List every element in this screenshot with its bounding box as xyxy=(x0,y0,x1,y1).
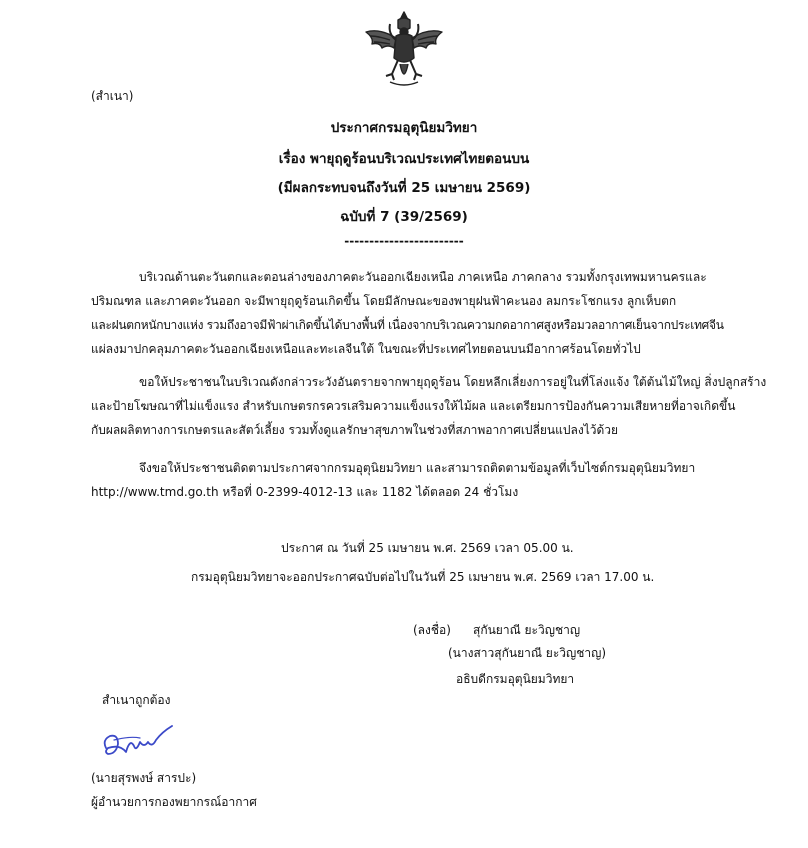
paragraph-line: และป้ายโฆษณาที่ไม่แข็งแรง สำหรับเกษตรกรควรเสริมความแข็งแรงให้ไม้ผล และเตรียมการป้องกันความเสียหายที่อาจเกิดขึ้น xyxy=(91,399,736,413)
signatory-full-name: (นางสาวสุกันยาณี ยะวิญชาญ) xyxy=(448,646,607,660)
paragraph-line: แผ่ลงมาปกคลุมภาคตะวันออกเฉียงเหนือและทะเลจีนใต้ ในขณะที่ประเทศไทยตอนบนมีอากาศร้อนโดยทั่วไป xyxy=(91,342,641,356)
signed-label: (ลงชื่อ) xyxy=(413,623,451,637)
issue-number: ฉบับที่ 7 (39/2569) xyxy=(340,209,468,225)
effect-date: (มีผลกระทบจนถึงวันที่ 25 เมษายน 2569) xyxy=(277,180,531,196)
paragraph-line: ปริมณฑล และภาคตะวันออก จะมีพายุฤดูร้อนเกิดขึ้น โดยมีลักษณะของพายุฝนฟ้าคะนอง ลมกระโชกแรง ลูกเห็บตก xyxy=(91,294,677,308)
handwritten-signature xyxy=(100,718,178,762)
body-paragraph-2 xyxy=(91,370,767,442)
paragraph-line: กับผลผลิตทางการเกษตรและสัตว์เลี้ยง รวมทั้งดูแลรักษาสุขภาพในช่วงที่สภาพอากาศเปลี่ยนแปลงไว้ด้วย xyxy=(91,423,619,437)
paragraph-line: http://www.tmd.go.th หรือที่ 0-2399-4012-13 และ 1182 ได้ตลอด 24 ชั่วโมง xyxy=(91,485,519,499)
body-paragraph-1 xyxy=(91,265,727,361)
garuda-emblem-icon xyxy=(360,10,448,90)
paragraph-line: จึงขอให้ประชาชนติดตามประกาศจากกรมอุตุนิยมวิทยา และสามารถติดตามข้อมูลที่เว็บไซต์กรมอุตุนิยมวิทยา xyxy=(139,461,696,475)
issued-datetime: ประกาศ ณ วันที่ 25 เมษายน พ.ศ. 2569 เวลา 05.00 น. xyxy=(281,541,574,555)
body-paragraph-3 xyxy=(91,456,727,504)
page-title: ประกาศกรมอุตุนิยมวิทยา xyxy=(330,120,478,136)
certifier-name: (นายสุรพงษ์ สารปะ) xyxy=(91,771,197,785)
paragraph-line: และฝนตกหนักบางแห่ง รวมถึงอาจมีฟ้าผ่าเกิดขึ้นได้บางพื้นที่ เนื่องจากบริเวณความกดอากาศสูงหรือมวลอากาศเย็นจากประเทศจีน xyxy=(91,318,724,332)
subject-line: เรื่อง พายุฤดูร้อนบริเวณประเทศไทยตอนบน xyxy=(278,151,530,167)
title-divider: ------------------------ xyxy=(344,234,464,248)
true-copy-label: สำเนาถูกต้อง xyxy=(102,693,171,707)
signatory-position: อธิบดีกรมอุตุนิยมวิทยา xyxy=(456,672,575,686)
paragraph-line: ขอให้ประชาชนในบริเวณดังกล่าวระวังอันตรายจากพายุฤดูร้อน โดยหลีกเลี่ยงการอยู่ในที่โล่งแจ้ง ใต้ต้นไม้ใหญ่ สิ่งปลูกสร้าง xyxy=(139,375,767,389)
certifier-position: ผู้อำนวยการกองพยากรณ์อากาศ xyxy=(91,795,257,809)
copy-note: (สำเนา) xyxy=(91,89,134,103)
signatory-name: สุกันยาณี ยะวิญชาญ xyxy=(473,623,581,637)
paragraph-line: บริเวณด้านตะวันตกและตอนล่างของภาคตะวันออกเฉียงเหนือ ภาคเหนือ ภาคกลาง รวมทั้งกรุงเทพมหานครและ xyxy=(139,270,707,284)
next-announcement: กรมอุตุนิยมวิทยาจะออกประกาศฉบับต่อไปในวันที่ 25 เมษายน พ.ศ. 2569 เวลา 17.00 น. xyxy=(191,570,655,584)
